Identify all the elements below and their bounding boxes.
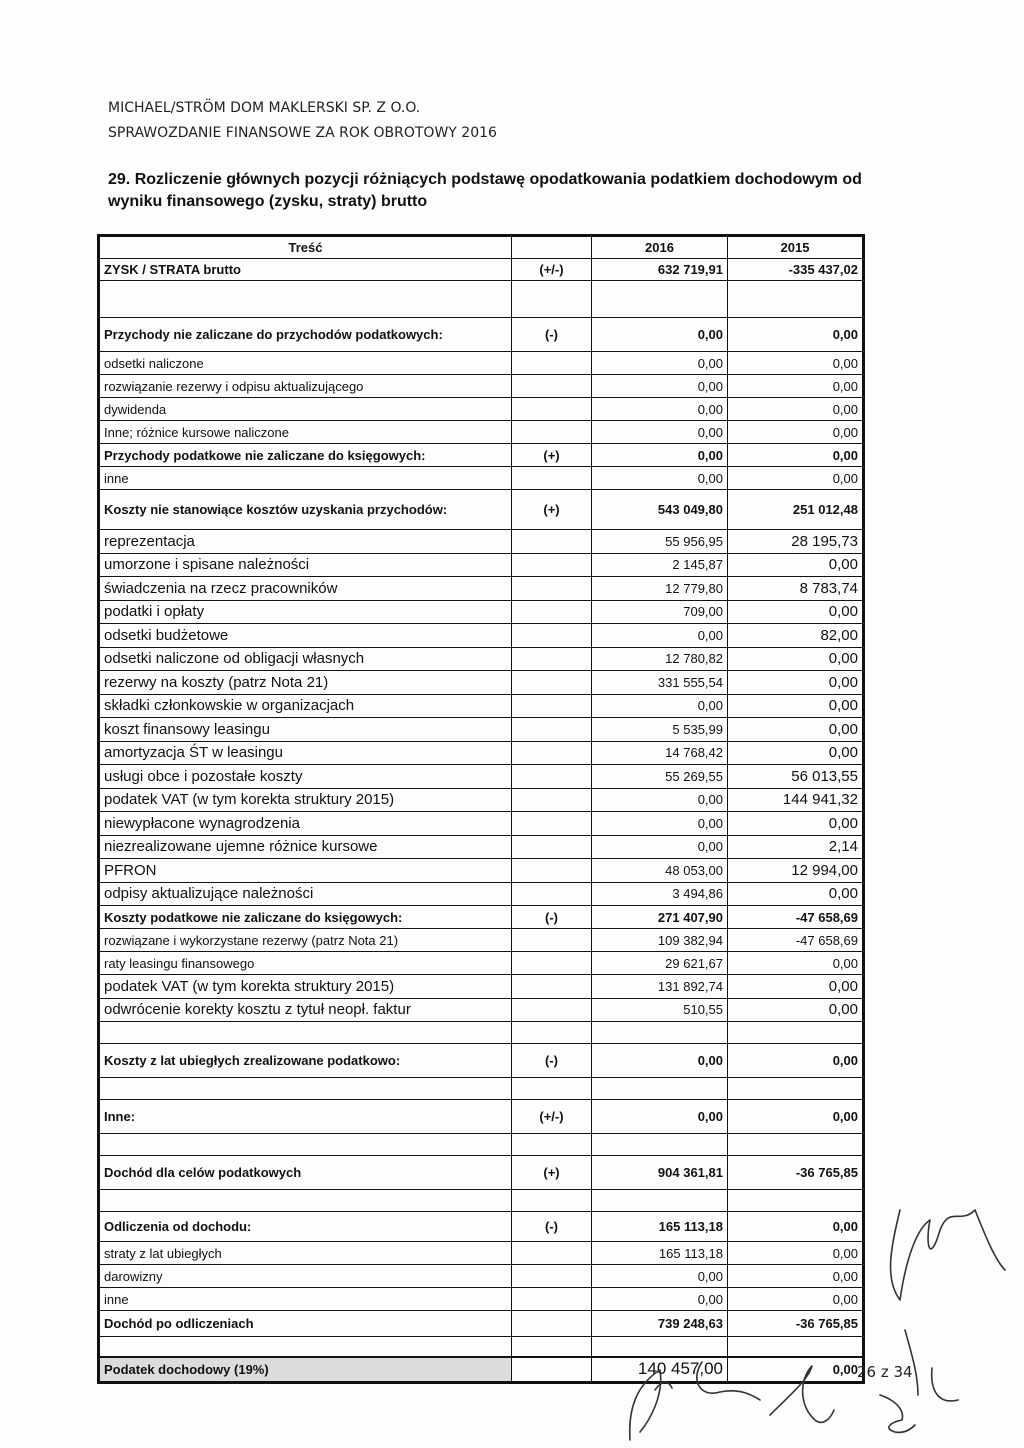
header-2016: 2016 (592, 236, 728, 259)
row-label: umorzone i spisane należności (99, 553, 512, 577)
row-value-2016: 709,00 (592, 600, 728, 624)
row-label: PFRON (99, 859, 512, 883)
row-value-2016: 0,00 (592, 421, 728, 444)
row-value-2016: 0,00 (592, 398, 728, 421)
row-value-2016: 12 779,80 (592, 577, 728, 601)
row-value-2016: 0,00 (592, 694, 728, 718)
row-value-2016: 632 719,91 (592, 259, 728, 281)
page-number: 26 z 34 (857, 1363, 913, 1381)
row-value-2015: 0,00 (728, 444, 864, 467)
row-label: Przychody nie zaliczane do przychodów podatkowych: (99, 318, 512, 352)
row-value-2015: 0,00 (728, 975, 864, 999)
initials-mark-1 (630, 1370, 661, 1440)
initials-mark-7 (932, 1368, 958, 1401)
row-value-2016: 0,00 (592, 467, 728, 490)
report-title: SPRAWOZDANIE FINANSOWE ZA ROK OBROTOWY 2016 (108, 125, 497, 141)
row-label: odsetki naliczone (99, 352, 512, 375)
row-value-2015: 0,00 (728, 398, 864, 421)
row-value-2015: 0,00 (728, 998, 864, 1022)
section-title: 29. Rozliczenie głównych pozycji różniących podstawę opodatkowania podatkiem dochodowym od wyniku finansowego (zysku, straty) brutto (108, 171, 862, 210)
row-label: inne (99, 467, 512, 490)
row-value-2015: 8 783,74 (728, 577, 864, 601)
row-value-2016: 0,00 (592, 812, 728, 836)
row-label: odpisy aktualizujące należności (99, 882, 512, 906)
row-label: podatki i opłaty (99, 600, 512, 624)
header-2015: 2015 (728, 236, 864, 259)
row-sign: (-) (512, 318, 592, 352)
row-value-2015: 0,00 (728, 553, 864, 577)
row-value-2015: 0,00 (728, 741, 864, 765)
row-label: Inne: (99, 1100, 512, 1134)
row-value-2016: 55 269,55 (592, 765, 728, 789)
row-value-2016: 0,00 (592, 1044, 728, 1078)
row-value-2016: 0,00 (592, 375, 728, 398)
row-label: Koszty nie stanowiące kosztów uzyskania przychodów: (99, 490, 512, 530)
row-value-2016: 140 457,00 (592, 1357, 728, 1383)
row-value-2015: 12 994,00 (728, 859, 864, 883)
row-value-2015: 0,00 (728, 882, 864, 906)
row-value-2016: 0,00 (592, 624, 728, 648)
row-value-2015: 0,00 (728, 375, 864, 398)
row-value-2015: 56 013,55 (728, 765, 864, 789)
row-label: ZYSK / STRATA brutto (99, 259, 512, 281)
row-value-2016: 165 113,18 (592, 1212, 728, 1242)
row-value-2015: 0,00 (728, 812, 864, 836)
row-label: darowizny (99, 1265, 512, 1288)
row-label: podatek VAT (w tym korekta struktury 2015) (99, 975, 512, 999)
row-value-2015: 0,00 (728, 718, 864, 742)
row-value-2015: 82,00 (728, 624, 864, 648)
row-label: amortyzacja ŚT w leasingu (99, 741, 512, 765)
company-name: MICHAEL/STRÖM DOM MAKLERSKI SP. Z O.O. (108, 100, 421, 116)
row-label: Odliczenia od dochodu: (99, 1212, 512, 1242)
row-label: rozwiązane i wykorzystane rezerwy (patrz Nota 21) (99, 929, 512, 952)
row-value-2016: 109 382,94 (592, 929, 728, 952)
row-label: straty z lat ubiegłych (99, 1242, 512, 1265)
row-value-2016: 904 361,81 (592, 1156, 728, 1190)
row-value-2016: 510,55 (592, 998, 728, 1022)
row-label: Podatek dochodowy (19%) (99, 1357, 512, 1383)
row-value-2016: 543 049,80 (592, 490, 728, 530)
row-label: rezerwy na koszty (patrz Nota 21) (99, 671, 512, 695)
row-label: Inne; różnice kursowe naliczone (99, 421, 512, 444)
row-value-2015: 28 195,73 (728, 530, 864, 554)
row-label: niewypłacone wynagrodzenia (99, 812, 512, 836)
initials-mark-3 (697, 1362, 760, 1400)
row-label: koszt finansowy leasingu (99, 718, 512, 742)
row-value-2015: 0,00 (728, 1288, 864, 1311)
row-value-2016: 0,00 (592, 1100, 728, 1134)
row-value-2015: 0,00 (728, 694, 864, 718)
row-value-2015: 0,00 (728, 318, 864, 352)
row-sign: (-) (512, 906, 592, 929)
row-value-2016: 331 555,54 (592, 671, 728, 695)
row-sign: (+/-) (512, 259, 592, 281)
row-value-2016: 5 535,99 (592, 718, 728, 742)
row-label: odwrócenie korekty kosztu z tytuł neopł. faktur (99, 998, 512, 1022)
row-value-2015: 0,00 (728, 671, 864, 695)
row-value-2016: 0,00 (592, 1288, 728, 1311)
row-value-2015: 0,00 (728, 1100, 864, 1134)
row-value-2015: -47 658,69 (728, 906, 864, 929)
row-value-2016: 271 407,90 (592, 906, 728, 929)
row-value-2016: 739 248,63 (592, 1311, 728, 1337)
row-label: Przychody podatkowe nie zaliczane do księgowych: (99, 444, 512, 467)
row-label: Koszty z lat ubiegłych zrealizowane podatkowo: (99, 1044, 512, 1078)
row-value-2015: 144 941,32 (728, 788, 864, 812)
row-value-2016: 165 113,18 (592, 1242, 728, 1265)
row-value-2016: 0,00 (592, 444, 728, 467)
row-value-2016: 0,00 (592, 352, 728, 375)
row-sign: (-) (512, 1044, 592, 1078)
row-sign: (+) (512, 444, 592, 467)
row-value-2015: 0,00 (728, 421, 864, 444)
row-value-2016: 55 956,95 (592, 530, 728, 554)
row-value-2015: 0,00 (728, 1265, 864, 1288)
row-label: dywidenda (99, 398, 512, 421)
row-sign: (+/-) (512, 1100, 592, 1134)
row-value-2015: 0,00 (728, 1212, 864, 1242)
row-value-2016: 2 145,87 (592, 553, 728, 577)
row-sign: (-) (512, 1212, 592, 1242)
row-value-2016: 0,00 (592, 788, 728, 812)
row-value-2015: 0,00 (728, 600, 864, 624)
row-value-2015: 251 012,48 (728, 490, 864, 530)
row-value-2016: 0,00 (592, 318, 728, 352)
row-value-2015: 0,00 (728, 647, 864, 671)
row-value-2016: 0,00 (592, 835, 728, 859)
initials-mark-8 (891, 1210, 1005, 1300)
initials-mark-2 (655, 1382, 672, 1390)
row-value-2015: 0,00 (728, 1044, 864, 1078)
row-value-2015: -36 765,85 (728, 1311, 864, 1337)
row-value-2016: 29 621,67 (592, 952, 728, 975)
row-label: podatek VAT (w tym korekta struktury 2015) (99, 788, 512, 812)
row-label: raty leasingu finansowego (99, 952, 512, 975)
row-value-2016: 0,00 (592, 1265, 728, 1288)
row-value-2015: 0,00 (728, 467, 864, 490)
row-label: świadczenia na rzecz pracowników (99, 577, 512, 601)
row-label: Koszty podatkowe nie zaliczane do księgowych: (99, 906, 512, 929)
initials-mark-6 (905, 1330, 918, 1395)
row-value-2016: 3 494,86 (592, 882, 728, 906)
row-label: składki członkowskie w organizacjach (99, 694, 512, 718)
row-value-2015: -335 437,02 (728, 259, 864, 281)
row-label: Dochód dla celów podatkowych (99, 1156, 512, 1190)
initials-mark-4 (770, 1366, 834, 1422)
row-value-2016: 48 053,00 (592, 859, 728, 883)
row-value-2015: 0,00 (728, 1357, 864, 1383)
row-value-2016: 14 768,42 (592, 741, 728, 765)
row-label: rozwiązanie rezerwy i odpisu aktualizującego (99, 375, 512, 398)
initials-mark-5 (880, 1395, 915, 1432)
row-value-2015: -47 658,69 (728, 929, 864, 952)
row-label: odsetki budżetowe (99, 624, 512, 648)
row-label: inne (99, 1288, 512, 1311)
row-value-2016: 12 780,82 (592, 647, 728, 671)
row-value-2016: 131 892,74 (592, 975, 728, 999)
row-sign: (+) (512, 490, 592, 530)
row-label: odsetki naliczone od obligacji własnych (99, 647, 512, 671)
row-label: reprezentacja (99, 530, 512, 554)
row-sign: (+) (512, 1156, 592, 1190)
row-value-2015: 0,00 (728, 352, 864, 375)
row-label: usługi obce i pozostałe koszty (99, 765, 512, 789)
row-value-2015: 0,00 (728, 1242, 864, 1265)
header-tresc: Treść (99, 236, 512, 259)
row-label: niezrealizowane ujemne różnice kursowe (99, 835, 512, 859)
row-value-2015: -36 765,85 (728, 1156, 864, 1190)
row-value-2015: 2,14 (728, 835, 864, 859)
row-value-2015: 0,00 (728, 952, 864, 975)
row-label: Dochód po odliczeniach (99, 1311, 512, 1337)
